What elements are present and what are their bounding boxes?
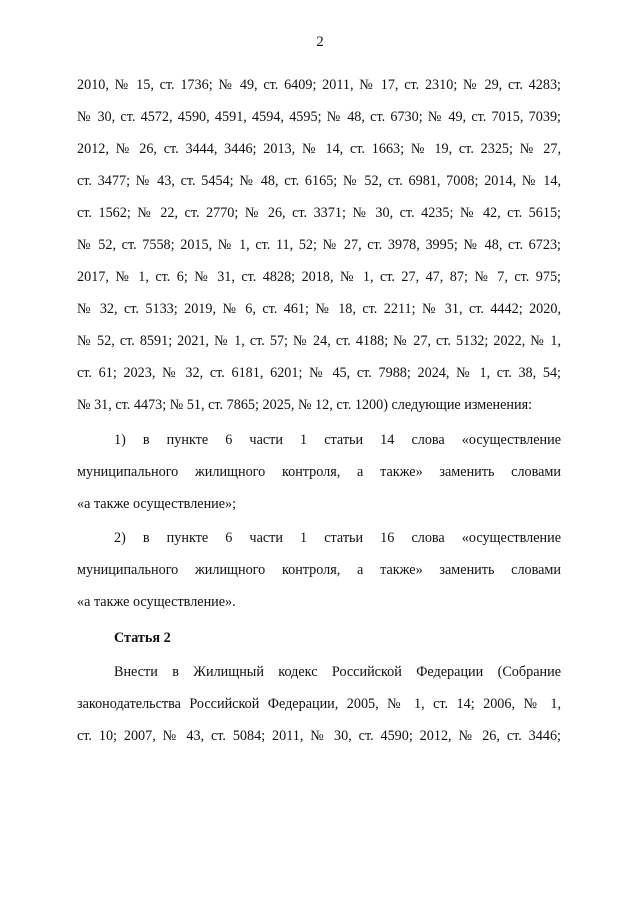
text-line: ст. 10; 2007, № 43, ст. 5084; 2011, № 30, ст. 4590; 2012, № 26, ст. 3446;	[77, 728, 561, 744]
text-line: ст. 3477; № 43, ст. 5454; № 48, ст. 6165; № 52, ст. 6981, 7008; 2014, № 14,	[77, 173, 561, 189]
text-line: № 32, ст. 5133; 2019, № 6, ст. 461; № 18, ст. 2211; № 31, ст. 4442; 2020,	[77, 301, 561, 317]
list-item-2-line: муниципального жилищного контроля, а также» заменить словами	[77, 562, 561, 578]
list-item-1-line: «а также осуществление»;	[77, 496, 237, 512]
text-line: 2010, № 15, ст. 1736; № 49, ст. 6409; 2011, № 17, ст. 2310; № 29, ст. 4283;	[77, 77, 561, 93]
text-line: Внести в Жилищный кодекс Российской Федерации (Собрание	[114, 664, 561, 680]
text-line: № 52, ст. 8591; 2021, № 1, ст. 57; № 24, ст. 4188; № 27, ст. 5132; 2022, № 1,	[77, 333, 561, 349]
text-line: законодательства Российской Федерации, 2005, № 1, ст. 14; 2006, № 1,	[77, 696, 561, 712]
text-line: ст. 1562; № 22, ст. 2770; № 26, ст. 3371; № 30, ст. 4235; № 42, ст. 5615;	[77, 205, 561, 221]
list-item-1-line: 1) в пункте 6 части 1 статьи 14 слова «осуществление	[114, 432, 561, 448]
text-line: 2012, № 26, ст. 3444, 3446; 2013, № 14, ст. 1663; № 19, ст. 2325; № 27,	[77, 141, 561, 157]
text-line: № 30, ст. 4572, 4590, 4591, 4594, 4595; № 48, ст. 6730; № 49, ст. 7015, 7039;	[77, 109, 561, 125]
text-line: № 52, ст. 7558; 2015, № 1, ст. 11, 52; № 27, ст. 3978, 3995; № 48, ст. 6723;	[77, 237, 561, 253]
article-heading: Статья 2	[114, 630, 171, 646]
page-number: 2	[316, 34, 324, 50]
list-item-1-line: муниципального жилищного контроля, а также» заменить словами	[77, 464, 561, 480]
text-line: № 31, ст. 4473; № 51, ст. 7865; 2025, № 12, ст. 1200) следующие изменения:	[77, 397, 533, 413]
text-line: ст. 61; 2023, № 32, ст. 6181, 6201; № 45, ст. 7988; 2024, № 1, ст. 38, 54;	[77, 365, 561, 381]
list-item-2-line: 2) в пункте 6 части 1 статьи 16 слова «осуществление	[114, 530, 561, 546]
list-item-2-line: «а также осуществление».	[77, 594, 236, 610]
text-line: 2017, № 1, ст. 6; № 31, ст. 4828; 2018, № 1, ст. 27, 47, 87; № 7, ст. 975;	[77, 269, 561, 285]
